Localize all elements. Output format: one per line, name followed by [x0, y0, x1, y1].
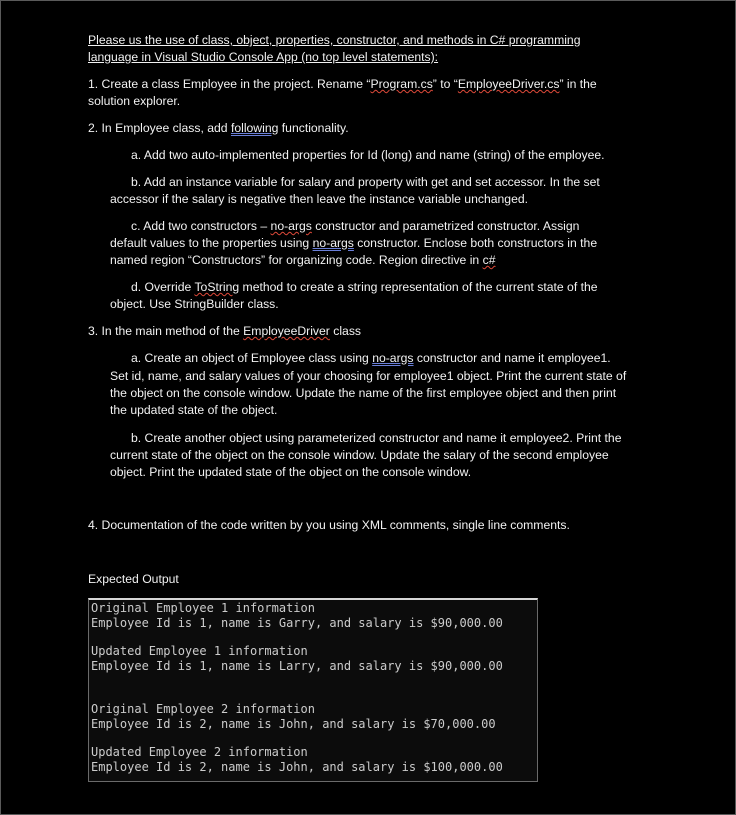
console-line: Employee Id is 2, name is John, and salary is $100,000.00 — [91, 760, 503, 774]
item-3a-line-4: the updated state of the object. — [110, 403, 278, 417]
console-line: Employee Id is 1, name is Garry, and salary is $90,000.00 — [91, 616, 503, 630]
program-cs-filename: Program.cs — [370, 77, 433, 91]
no-args-word: no-args — [312, 236, 354, 250]
heading-line-2: language in Visual Studio Console App (no top level statements): — [88, 50, 439, 64]
item-2b-line-2: accessor if the salary is negative then leave the instance variable unchanged. — [110, 192, 529, 206]
item-3: 3. In the main method of the EmployeeDriver class — [88, 324, 362, 338]
console-line: Updated Employee 2 information — [91, 745, 308, 759]
item-4: 4. Documentation of the code written by you using XML comments, single line comments. — [88, 518, 570, 532]
item-2d-line-1: d. Override ToString method to create a string representation of the current state of the — [131, 280, 598, 294]
item-2c-line-1: c. Add two constructors – no-args constructor and parametrized constructor. Assign — [131, 219, 580, 233]
item-2c-line-3: named region “Constructors” for organizing code. Region directive in c# — [110, 253, 496, 267]
item-2: 2. In Employee class, add following functionality. — [88, 121, 349, 135]
item-3b-line-3: object. Print the updated state of the object on the console window. — [110, 465, 472, 479]
item-2b-line-1: b. Add an instance variable for salary and property with get and set accessor. In the set — [131, 175, 600, 189]
item-2a: a. Add two auto-implemented properties for Id (long) and name (string) of the employee. — [131, 148, 605, 162]
console-line: Employee Id is 2, name is John, and salary is $70,000.00 — [91, 717, 496, 731]
item-3b-line-2: current state of the object on the console window. Update the salary of the second employee — [110, 448, 609, 462]
item-3a-line-1: a. Create an object of Employee class using no-args constructor and name it employee1. — [131, 351, 611, 365]
item-1-line-2: solution explorer. — [88, 94, 181, 108]
item-2d-line-2: object. Use StringBuilder class. — [110, 297, 279, 311]
csharp-word: c# — [482, 253, 496, 267]
item-3a-line-2: Set id, name, and salary values of your choosing for employee1 object. Print the current state of — [110, 369, 627, 383]
tostring-word: ToString — [194, 280, 240, 294]
console-line: Updated Employee 1 information — [91, 644, 308, 658]
item-1-line-1: 1. Create a class Employee in the project. Rename “Program.cs” to “EmployeeDriver.cs” in the — [88, 77, 597, 91]
console-line: Employee Id is 1, name is Larry, and salary is $90,000.00 — [91, 659, 503, 673]
employeedriver-cs-filename: EmployeeDriver.cs — [457, 77, 560, 91]
item-3a-line-3: the object on the console window. Update the name of the first employee object and then print — [110, 386, 617, 400]
item-3b-line-1: b. Create another object using parameterized constructor and name it employee2. Print the — [131, 431, 622, 445]
no-args-word: no-args — [372, 351, 414, 365]
item-2c-line-2: default values to the properties using no-args constructor. Enclose both constructors in the — [110, 236, 598, 250]
no-args-word: no-args — [270, 219, 312, 233]
console-line: Original Employee 2 information — [91, 702, 315, 716]
expected-output-label: Expected Output — [88, 572, 179, 586]
following-word: following — [230, 121, 279, 135]
heading-line-1: Please us the use of class, object, properties, constructor, and methods in C# programming — [88, 33, 581, 47]
console-line: Original Employee 1 information — [91, 601, 315, 615]
console-output — [88, 598, 538, 782]
employeedriver-word: EmployeeDriver — [243, 324, 330, 338]
